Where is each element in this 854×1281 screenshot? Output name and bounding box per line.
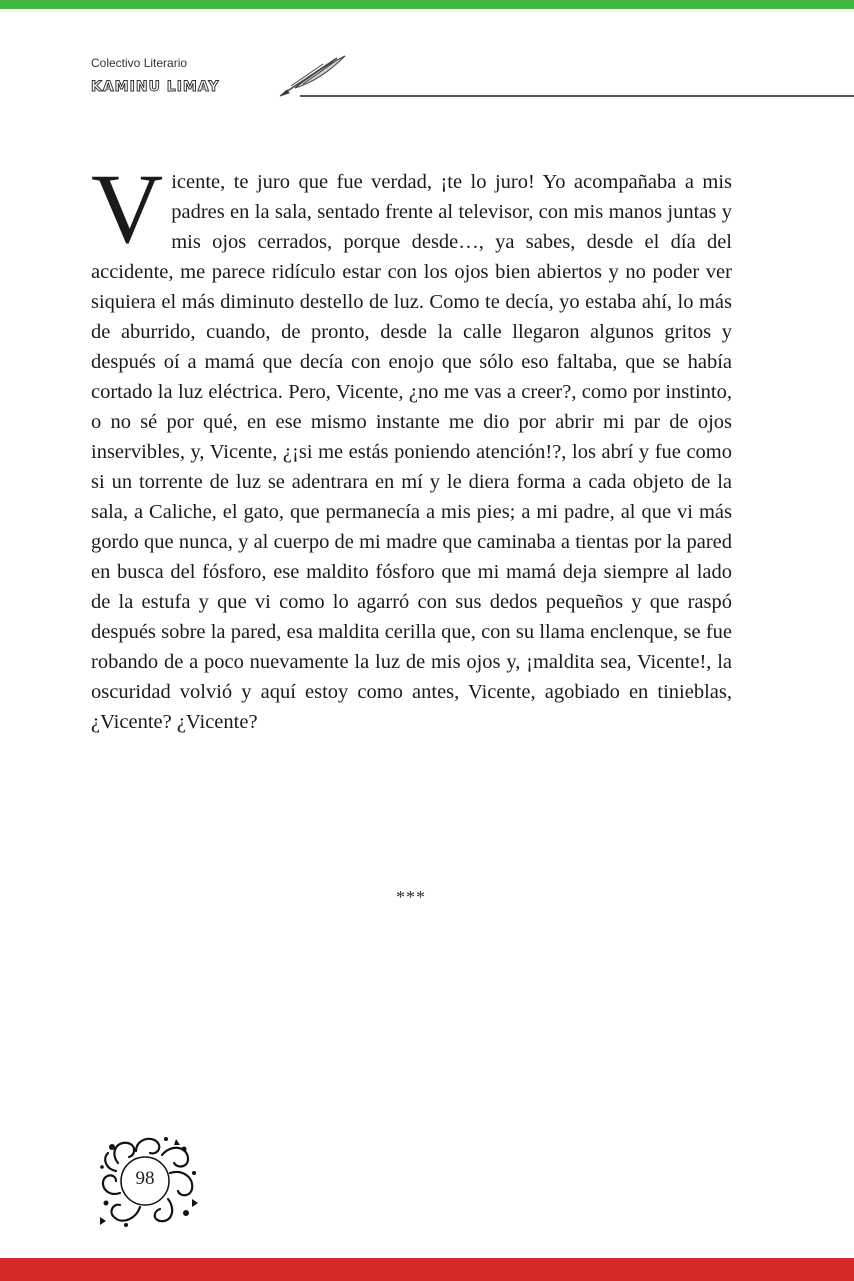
bottom-color-bar — [0, 1258, 854, 1281]
drop-cap: V — [91, 153, 164, 264]
page-number: 98 — [135, 1168, 155, 1189]
section-separator: *** — [396, 887, 426, 907]
story-text: icente, te juro que fue verdad, ¡te lo juro! Yo acompañaba a mis padres en la sala, sentado frente al televisor, con mis manos juntas y mis ojos cerrados, porque desde…, ya sabes, desde el día del accidente, me parece ridículo estar con los ojos bien abiertos y no poder ver siquiera el más diminuto destello de luz. Como te decía, yo estaba ahí, lo más de aburrido, cuando, de pronto, desde la calle llegaron algunos gritos y después oí a mamá que decía con enojo que sólo eso faltaba, que se había cortado la luz eléctrica. Pero, Vicente, ¿no me vas a creer?, como por instinto, o no sé por qué, en ese mismo instante me dio por abrir mi par de ojos inservibles, y, Vicente, ¿¡si me estás poniendo atención!?, los abrí y fue como si un torrente de luz se adentrara en mí y le diera forma a cada objeto de la sala, a Caliche, el gato, que permanecía a mis pies; a mi padre, al que vi más gordo que nunca, y al cuerpo de mi madre que caminaba a tientas por la pared en busca del fósforo, ese maldito fósforo que mi mamá deja siempre al lado de la estufa y que vi como lo agarró con sus dedos pequeños y que raspó después sobre la pared, esa maldita cerilla que, con su llama enclenque, se fue robando de a poco nuevamente la luz de mis ojos y, ¡maldita sea, Vicente!, la oscuridad volvió y aquí estoy como antes, Vicente, agobiado en tinieblas, ¿Vicente? ¿Vicente? — [91, 171, 732, 733]
header-brand-logo: KAMINU LIMAY — [91, 79, 220, 95]
quill-pen-icon — [275, 52, 351, 98]
header-collective-label: Colectivo Literario — [91, 56, 188, 70]
story-paragraph — [91, 153, 732, 737]
header-rule — [300, 95, 854, 97]
top-color-bar — [0, 0, 854, 9]
